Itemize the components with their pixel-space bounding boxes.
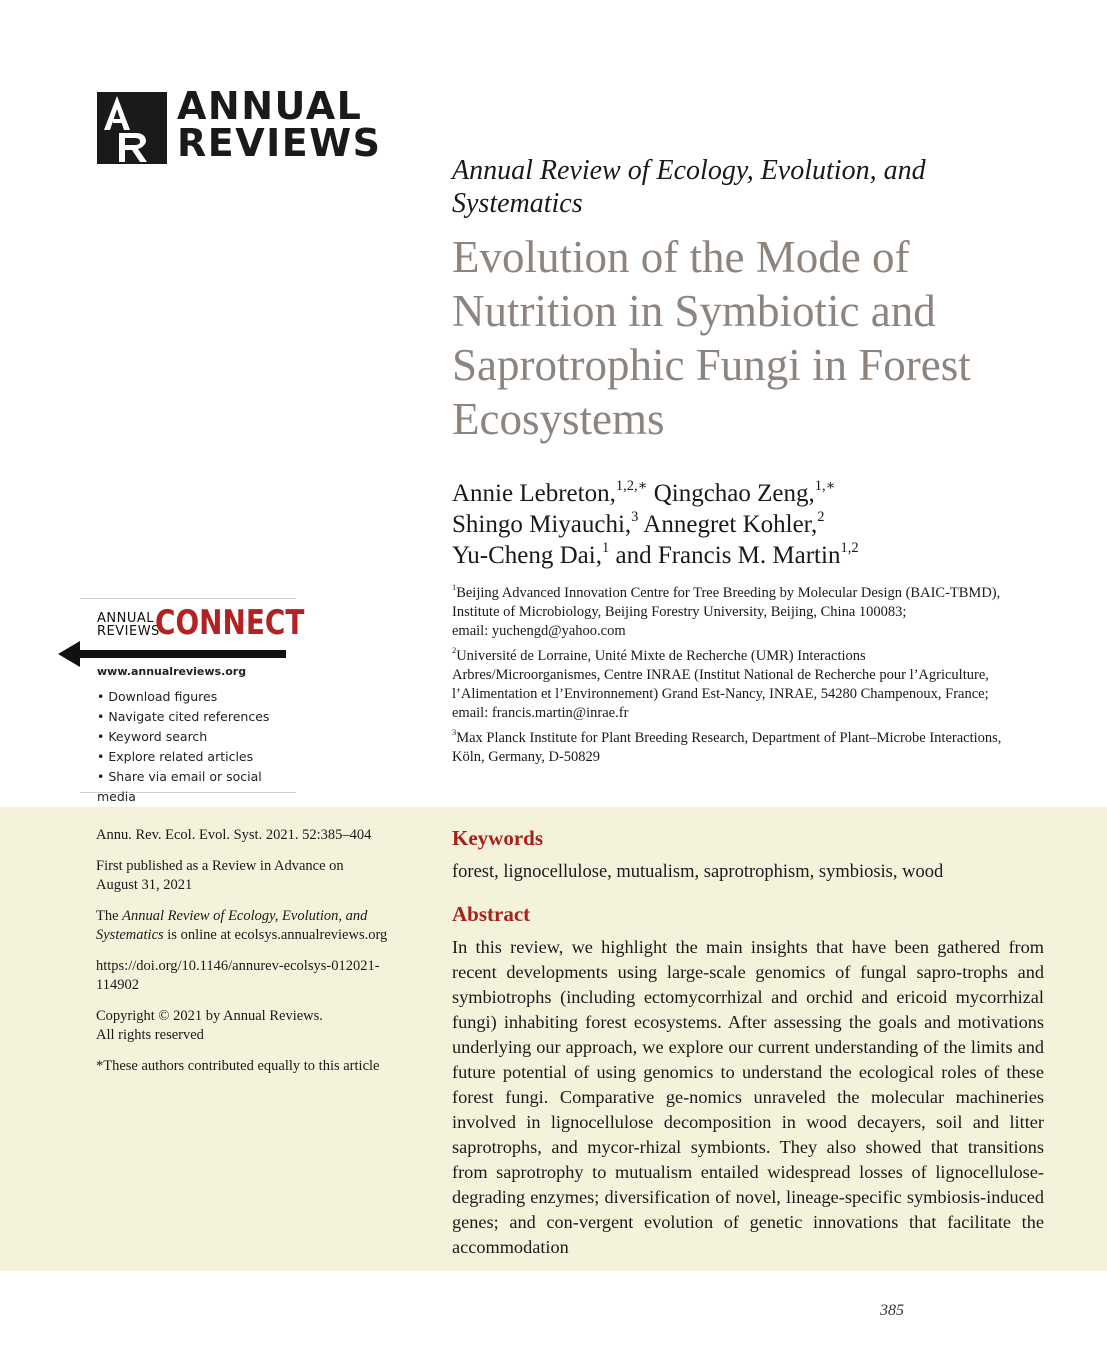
author: and Francis M. Martin$^{1,2}$ [615,539,859,569]
article-metadata [96,826,416,1088]
affiliation-2: $^2$Université de Lorraine, Unité Mixte de Recherche (UMR) Interactions Arbres/Microorganismes, Centre INRAE (Institut National de Recherche pour l’Agriculture, l’Alimentation et l’Environnement) Grand Est-Nancy, INRAE, 54280 Champenoux, France; email: francis.martin@inrae.fr [452,645,989,721]
keywords: forest, lignocellulose, mutualism, saprotrophism, symbiosis, wood [452,862,944,882]
annual-reviews-connect-box[interactable] [80,598,305,804]
author: Yu-Cheng Dai,$^1$ [452,539,610,569]
affiliations [452,584,1052,773]
list-item: • Explore related articles [97,749,254,764]
logo-line-reviews: REVIEWS [177,121,382,165]
author: Annegret Kohler,$^2$ [643,508,825,538]
citation: Annu. Rev. Ecol. Evol. Syst. 2021. 52:385–404 [96,827,372,843]
list-item: • Download figures [97,689,218,704]
affiliation-1: $^1$Beijing Advanced Innovation Centre for Tree Breeding by Molecular Design (BAIC-TBMD), Institute of Microbiology, Beijing Forestry University, Beijing, China 100083; email: yuchengd@yahoo.com [452,582,1001,639]
equal-contribution-note: *These authors contributed equally to this article [96,1058,380,1074]
connect-wordmark: CONNECT [155,603,305,643]
article-title: Evolution of the Mode of Nutrition in Symbiotic and Saprotrophic Fungi in Forest Ecosystems [452,232,971,444]
ar-logo-mark [97,92,167,164]
page-number: 385 [880,1302,904,1319]
affiliation-3: $^3$Max Planck Institute for Plant Breeding Research, Department of Plant–Microbe Interactions, Köln, Germany, D-50829 [452,727,1002,765]
logo-line-annual: ANNUAL [177,84,363,128]
connect-feature-list [97,687,296,807]
copyright: Copyright © 2021 by Annual Reviews. All rights reserved [96,1008,323,1043]
doi-link[interactable]: https://doi.org/10.1146/annurev-ecolsys-012021- 114902 [96,958,380,993]
list-item: • Navigate cited references [97,709,270,724]
connect-small-label: ANNUAL REVIEWS [97,611,160,639]
author: Shingo Miyauchi,$^3$ [452,508,639,538]
first-published: First published as a Review in Advance on August 31, 2021 [96,858,344,893]
keywords-heading: Keywords [452,826,543,850]
author-list [452,478,1052,571]
online-info: The Annual Review of Ecology, Evolution, and Systematics is online at ecolsys.annualreviews.org [96,908,388,943]
abstract-heading: Abstract [452,902,531,926]
logo-wordmark [177,84,382,165]
author: Qingchao Zeng,$^{1,∗}$ [653,477,836,507]
list-item: • Share via email or social media [97,769,262,804]
annual-reviews-logo [97,84,382,166]
journal-name: Annual Review of Ecology, Evolution, and Systematics [452,155,926,219]
abstract-text: In this review, we highlight the main insights that have been gathered from recent developments using large-scale genomics of fungal sapro-trophs and symbiotrophs (including ectomycorrhizal and orchid and ericoid mycorrhizal fungi) inhabiting forest ecosystems. After assessing the goals and motivations underlying our approach, we explore our current understanding of the limits and future potential of using genomics to understand the ecological roles of these forest fungi. Comparative ge-nomics unraveled the molecular machineries involved in lignocellulose decomposition in wood decayers, soil and litter saprotrophs, and mycor-rhizal symbionts. They also showed that transitions from saprotrophy to mutualism entailed widespread losses of lignocellulose-degrading enzymes; diversification of novel, lineage-specific symbiosis-induced genes; and con-vergent evolution of genetic innovations that facilitate the accommodation [452,937,1044,1257]
author: Annie Lebreton,$^{1,2,∗}$ [452,477,648,507]
list-item: • Keyword search [97,729,208,744]
connect-url[interactable]: www.annualreviews.org [97,665,247,678]
